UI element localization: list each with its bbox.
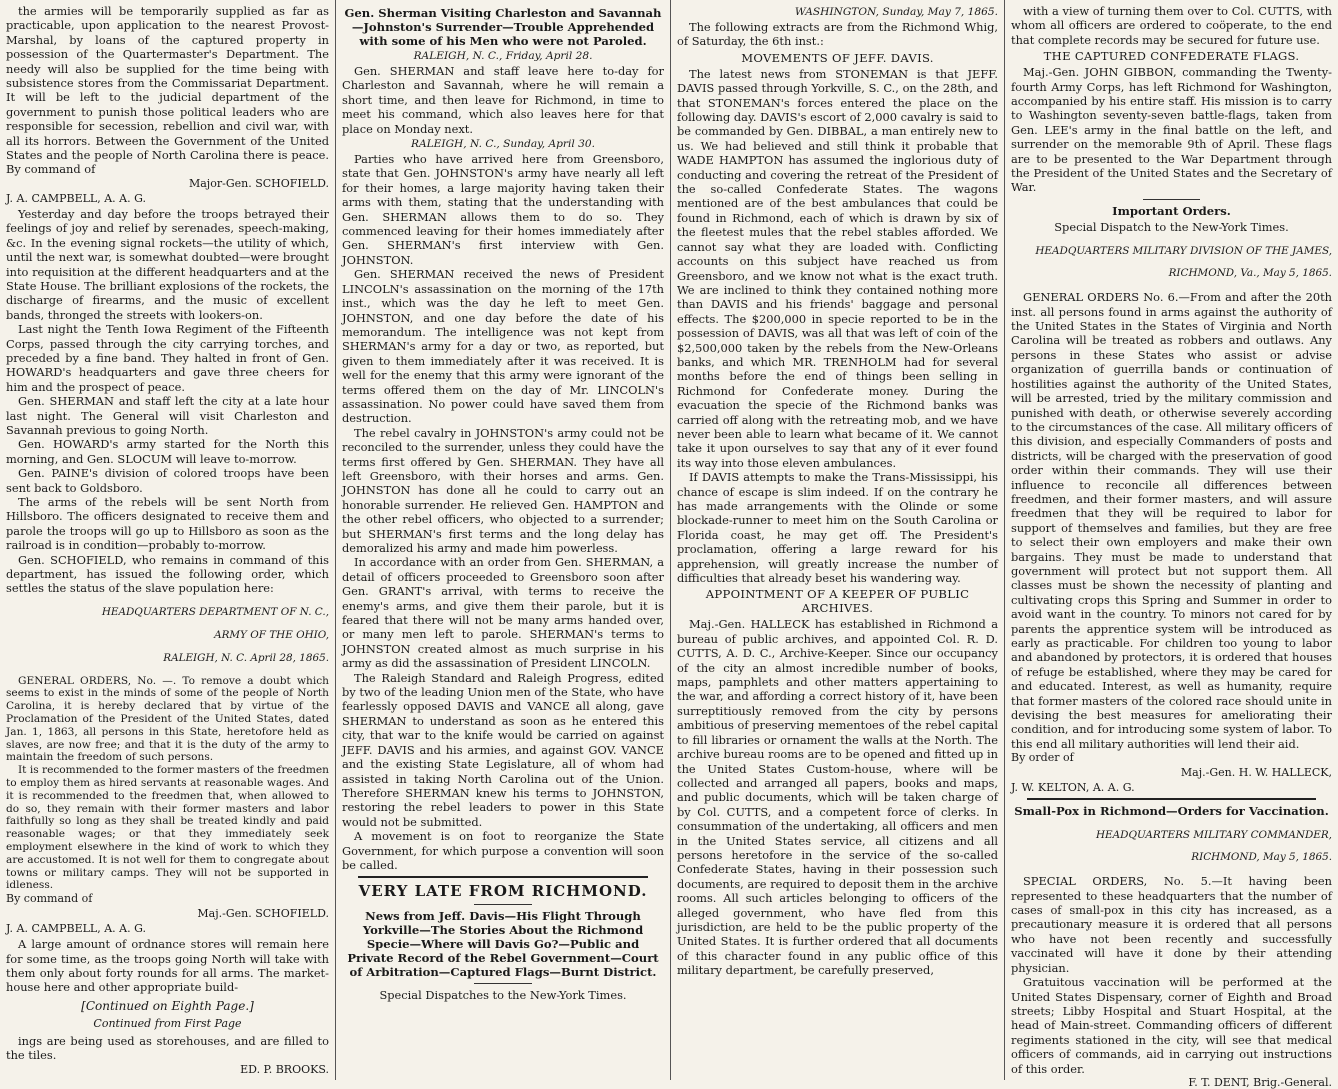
article-paragraph: If DAVIS attempts to make the Trans-Mississippi, his chance of escape is slim indeed. If on the contrary he has made arrangements with the Olinde or some blockade-runner to meet him on the South Carolina or Florida coast, he may get off. The President's proclamation, offering a large reward for his apprehension, will greatly increase the number of difficulties that already beset his wandering way. [677, 470, 998, 586]
continuation-note: [Continued on Eighth Page.] [81, 998, 254, 1013]
column-4 [1005, 0, 1338, 1089]
article-headline: Small-Pox in Richmond—Orders for Vaccination. [1014, 804, 1329, 819]
article-paragraph: Parties who have arrived here from Greensboro, state that Gen. JOHNSTON's army have nearly all left for their homes, a large majority having taken their arms with them, stating that the understanding with Gen. SHERMAN allows them to do so. They commenced leaving for their homes immediately after Gen. SHERMAN's first interview with Gen. JOHNSTON. [342, 152, 664, 267]
headquarters-line: RICHMOND, Va., May 5, 1865. [1168, 267, 1332, 280]
signature: Maj.-Gen. SCHOFIELD. [197, 907, 329, 921]
order-paragraph: GENERAL ORDERS, No. —. To remove a doubt which seems to exist in the minds of some of the people of North Carolina, it is hereby declared that by virtue of the Proclamation of the President of the United States, dated Jan. 1, 1863, all persons in this State, heretofore held as slaves, are now free; and that it is the duty of the army to maintain the freedom of such persons. [6, 674, 329, 764]
divider [474, 904, 532, 905]
signature: J. A. CAMPBELL, A. A. G. [6, 191, 146, 205]
article-headline: Important Orders. [1112, 203, 1231, 218]
article-paragraph: The following extracts are from the Richmond Whig, of Saturday, the 6th inst.: [677, 20, 998, 49]
order-paragraph: SPECIAL ORDERS, No. 5.—It having been represented to these headquarters that the number of cases of small-pox in this city has increased, as a precautionary measure it is ordered that all persons who have not been recently and successfully vaccinated will have it done by their attending physician. [1011, 874, 1332, 975]
subheading: APPOINTMENT OF A KEEPER OF PUBLIC ARCHIVES. [705, 587, 970, 616]
article-paragraph: Maj.-Gen. JOHN GIBBON, commanding the Twenty-fourth Army Corps, has left Richmond for Washington, accompanied by his entire staff. His mission is to carry to Washington seventy-seven battle-flags, taken from Gen. LEE's army in the final battle on the left, and surrender on the memorable 9th of April. These flags are to be presented to the War Department through the President of the United States and the Secretary of War. [1011, 65, 1332, 195]
article-paragraph: A large amount of ordnance stores will remain here for some time, as the troops going North will take with them only about forty rounds for all arms. The market-house here and other appropriate build- [6, 937, 329, 995]
order-paragraph: It is recommended to the former masters of the freedmen to employ them as hired servants at reasonable wages. And it is recommended to the freedmen that, when allowed to do so, they remain with their former masters and labor faithfully so long as they shall be treated kindly and paid reasonable wages; or that they immediately seek employment elsewhere in the kind of work to which they are accustomed. It is not well for them to congregate about towns or military camps. They will not be supported in idleness. [6, 764, 329, 892]
headquarters-line: ARMY OF THE OHIO, [214, 629, 329, 642]
article-paragraph: Last night the Tenth Iowa Regiment of the Fifteenth Corps, passed through the city carrying torches, and preceded by a fine band. They halted in front of Gen. HOWARD's headquarters and gave three cheers for him and the prospect of peace. [6, 322, 329, 394]
dispatch-line: Special Dispatches to the New-York Times. [379, 988, 627, 1003]
article-paragraph: A movement is on foot to reorganize the State Government, for which purpose a convention will soon be called. [342, 829, 664, 872]
article-paragraph: the armies will be temporarily supplied as far as practicable, upon application to the nearest Provost-Marshal, by loans of the captured property in possession of the Quartermaster's Department. The needy will also be supplied for the time being with subsistence stores from the Commissariat Department. It will be left to the judicial department of the government to punish those political leaders who are responsible for secession, rebellion and civil war, with all its horrors. Between the Government of the United States and the people of North Carolina there is peace. By command of [6, 4, 329, 177]
article-paragraph: The rebel cavalry in JOHNSTON's army could not be reconciled to the surrender, unless they could have the terms first offered by Gen. SHERMAN. They have all left Greensboro, with their horses and arms. Gen. JOHNSTON has done all he could to carry out an honorable surrender. He relieved Gen. HAMPTON and the other rebel officers, who objected to a surrender; but SHERMAN's first terms and the long delay has demoralized his army and made him powerless. [342, 425, 664, 555]
column-2 [336, 0, 671, 1080]
signature: ED. P. BROOKS. [240, 1062, 329, 1076]
section-headline: VERY LATE FROM RICHMOND. [358, 882, 648, 901]
article-paragraph: The latest news from STONEMAN is that JEFF. DAVIS passed through Yorkville, S. C., on the 28th, and that STONEMAN's forces entered the place on the following day. DAVIS's escort of 2,000 cavalry is said to be commanded by Gen. DIBBAL, a man entirely new to us. We had believed and still think it probable that WADE HAMPTON has assumed the inglorious duty of conducting and covering the retreat of the President of the so-called Confederate States. The wagons mentioned are of the best ambulances that could be found in Richmond, each of which is drawn by six of the fleetest mules that the rebel stables afforded. We cannot say what they are loaded with. Conflicting accounts on this subject have reached us from Greensboro, and we know not what is the exact truth. We are inclined to think they contained nothing more than DAVIS and his friends' baggage and personal effects. The $200,000 in specie reported to be in the possession of DAVIS, was all that was left of coin of the $2,500,000 taken by the rebels from the New-Orleans banks, and which MR. TRENHOLM had for several months before the end of things been selling in Richmond for Confederate money. During the evacuation the specie of the Richmond banks was carried off along with the retreating mob, and we have never been able to learn what became of it. We cannot take it upon ourselves to say that any of it ever found its way into those eleven ambulances. [677, 66, 998, 470]
article-paragraph: Gen. HOWARD's army started for the North this morning, and Gen. SLOCUM will leave to-morrow. [6, 437, 329, 466]
dispatch-line: Special Dispatch to the New-York Times. [1054, 219, 1289, 234]
order-paragraph: GENERAL ORDERS No. 6.—From and after the 20th inst. all persons found in arms against the authority of the United States in the States of Virginia and North Carolina will be treated as robbers and outlaws. Any persons in these States who assist or advise organization of guerrilla bands or continuation of hostilities against the authority of the United States, will be arrested, tried by the military commission and punished with death, or otherwise severely according to the circumstances of the case. All military officers of this division, and especially Commanders of posts and districts, will be charged with the preservation of good order within their commands. They will use their influence to reconcile all differences between freedmen, and their former masters, and will assure freedmen that they will be required to labor for support of themselves and families, but they are free to select their own employers and make their own bargains. They must be made to understand that government will protect but not support them. All classes must be shown the necessity of planting and cultivating crops this Spring and Summer in order to avoid want in the country. To minors not cared for by parents the apprentice system will be introduced as early as practicable. For children too young to labor and abandoned by protectors, it is ordered that houses of refuge be established, where they may be cared for and educated. Interest, as well as humanity, require that former masters of the colored race should unite in devising the best measures for ameliorating their condition, and for introducing some system of labor. To this end all military authorities will lend their aid. [1011, 290, 1332, 751]
signature: J. A. CAMPBELL, A. A. G. [6, 922, 146, 936]
order-paragraph: Gratuitous vaccination will be performed at the United States Dispensary, corner of Eighth and Broad streets; Libby Hospital and Stuart Hospital, at the head of Main-street. Commanding officers of different regiments stationed in the city, will see that medical officers of commands, aid in carrying out instructions of this order. [1011, 975, 1332, 1076]
signature: J. W. KELTON, A. A. G. [1011, 781, 1135, 795]
divider [474, 983, 532, 984]
continuation-note: Continued from First Page [93, 1016, 242, 1030]
article-headline: News from Jeff. Davis—His Flight Through Yorkville—The Stories About the Richmond Specie—Where will Davis Go?—Public and Private Record of the Rebel Government—Court of Arbitration—Captured Flags—Burnt District. [347, 909, 659, 980]
subheading: THE CAPTURED CONFEDERATE FLAGS. [1043, 49, 1300, 64]
headquarters-line: RALEIGH, N. C. April 28, 1865. [163, 651, 329, 664]
article-paragraph: The Raleigh Standard and Raleigh Progress, edited by two of the leading Union men of the State, who have fearlessly opposed DAVIS and VANCE all along, gave SHERMAN to understand as soon as he entered this city, that war to the knife would be carried on against JEFF. DAVIS and his armies, and against GOV. VANCE and the existing State Legislature, all of whom had assisted in taking North Carolina out of the Union. Therefore SHERMAN knew his terms to JOHNSTON, restoring the rebel leaders to power in this State would not be submitted. [342, 670, 664, 829]
article-paragraph: Gen. SHERMAN and staff leave here to-day for Charleston and Savannah, where he will remain a short time, and then leave for Richmond, in time to meet his command, which also leaves here for that place on Monday next. [342, 64, 664, 136]
column-1 [0, 0, 336, 1080]
headquarters-line: HEADQUARTERS MILITARY COMMANDER, [1095, 828, 1332, 841]
article-headline: Gen. Sherman Visiting Charleston and Savannah—Johnston's Surrender—Trouble Apprehended with some of his Men who were not Paroled. [344, 6, 662, 48]
signature: Major-Gen. SCHOFIELD. [188, 176, 329, 190]
article-paragraph: Maj.-Gen. HALLECK has established in Richmond a bureau of public archives, and appointed Col. R. D. CUTTS, A. D. C., Archive-Keeper. Since our occupancy of the city an almost incredible number of books, maps, pamphlets and other matters appertaining to the war, and affording a correct history of it, have been surreptitiously removed from the city by persons ambitious of preserving mementoes of the rebel capital to fill libraries or ornament the walls at the North. The archive bureau rooms are to be opened and fitted up in the United States Custom-house, where will be collected and arranged all papers, books and maps, and public documents, which will be taken charge of by Col. CUTTS, and a competent force of clerks. In consummation of the undertaking, all officers and men in the United States service, all citizens and all persons heretofore in the service of the so-called Confederate States, having in their possession such documents, are required to deposit them in the archive rooms. All such articles belonging to officers of the alleged government, who have fled from this jurisdiction, are held to be the public property of the United States. It is further ordered that all documents of this character found in any public office of this military department, be carefully preserved, [677, 617, 998, 978]
headquarters-line: HEADQUARTERS MILITARY DIVISION OF THE JAMES, [1035, 244, 1332, 257]
dateline: RALEIGH, N. C., Sunday, April 30. [411, 138, 595, 151]
signature: By order of [1011, 751, 1074, 765]
divider [1143, 199, 1201, 200]
article-paragraph: Gen. SHERMAN and staff left the city at a late hour last night. The General will visit Charleston and Savannah previous to going North. [6, 394, 329, 437]
signature: By command of [6, 892, 93, 906]
article-paragraph: Gen. PAINE's division of colored troops have been sent back to Goldsboro. [6, 466, 329, 495]
dateline: RALEIGH, N. C., Friday, April 28. [413, 50, 593, 62]
signature: Maj.-Gen. H. W. HALLECK, [1180, 766, 1332, 780]
article-paragraph: ings are being used as storehouses, and are filled to the tiles. [6, 1033, 329, 1063]
column-3 [671, 0, 1005, 1080]
section-rule [1027, 798, 1316, 800]
article-paragraph: Gen. SCHOFIELD, who remains in command of this department, has issued the following order, which settles the status of the slave population here: [6, 552, 329, 596]
article-paragraph: Gen. SHERMAN received the news of President LINCOLN's assassination on the morning of the 17th inst., which was the day he left to meet Gen. JOHNSTON, and one day before the date of his memorandum. The intelligence was not kept from SHERMAN's army for a day or two, as reported, but given to them immediately after it was received. It is well for the enemy that this army were ignorant of the terms offered them on the day of Mr. LINCOLN's assassination. No power could have saved them from destruction. [342, 267, 664, 426]
headquarters-line: RICHMOND, May 5, 1865. [1191, 851, 1332, 864]
signature: F. T. DENT, Brig.-General. [1188, 1075, 1332, 1089]
article-paragraph: In accordance with an order from Gen. SHERMAN, a detail of officers proceeded to Greensboro soon after Gen. GRANT's arrival, with terms to receive the enemy's arms, and give them their parole, but it is feared that there will not be many arms handed over, or many men left to parole. SHERMAN's terms to JOHNSTON created almost as much surprise in his army as did the assassination of President LINCOLN. [342, 555, 664, 671]
dateline: WASHINGTON, Sunday, May 7, 1865. [794, 6, 998, 18]
headquarters-line: HEADQUARTERS DEPARTMENT OF N. C., [101, 606, 329, 619]
article-paragraph: with a view of turning them over to Col. CUTTS, with whom all officers are ordered to coöperate, to the end that complete records may be secured for future use. [1011, 4, 1332, 47]
subheading: MOVEMENTS OF JEFF. DAVIS. [741, 50, 934, 65]
article-paragraph: The arms of the rebels will be sent North from Hillsboro. The officers designated to receive them and parole the troops will go up to Hillsboro as soon as the railroad is in condition—probably to-morrow. [6, 495, 329, 553]
section-rule [358, 876, 648, 878]
article-paragraph: Yesterday and day before the troops betrayed their feelings of joy and relief by serenades, speech-making, &c. In the evening signal rockets—the utility of which, until the next war, is somewhat doubted—were brought into requisition at the different headquarters and at the State House. The brilliant explosions of the rockets, the discharge of firearms, and the music of excellent bands, thronged the streets with lookers-on. [6, 206, 329, 322]
